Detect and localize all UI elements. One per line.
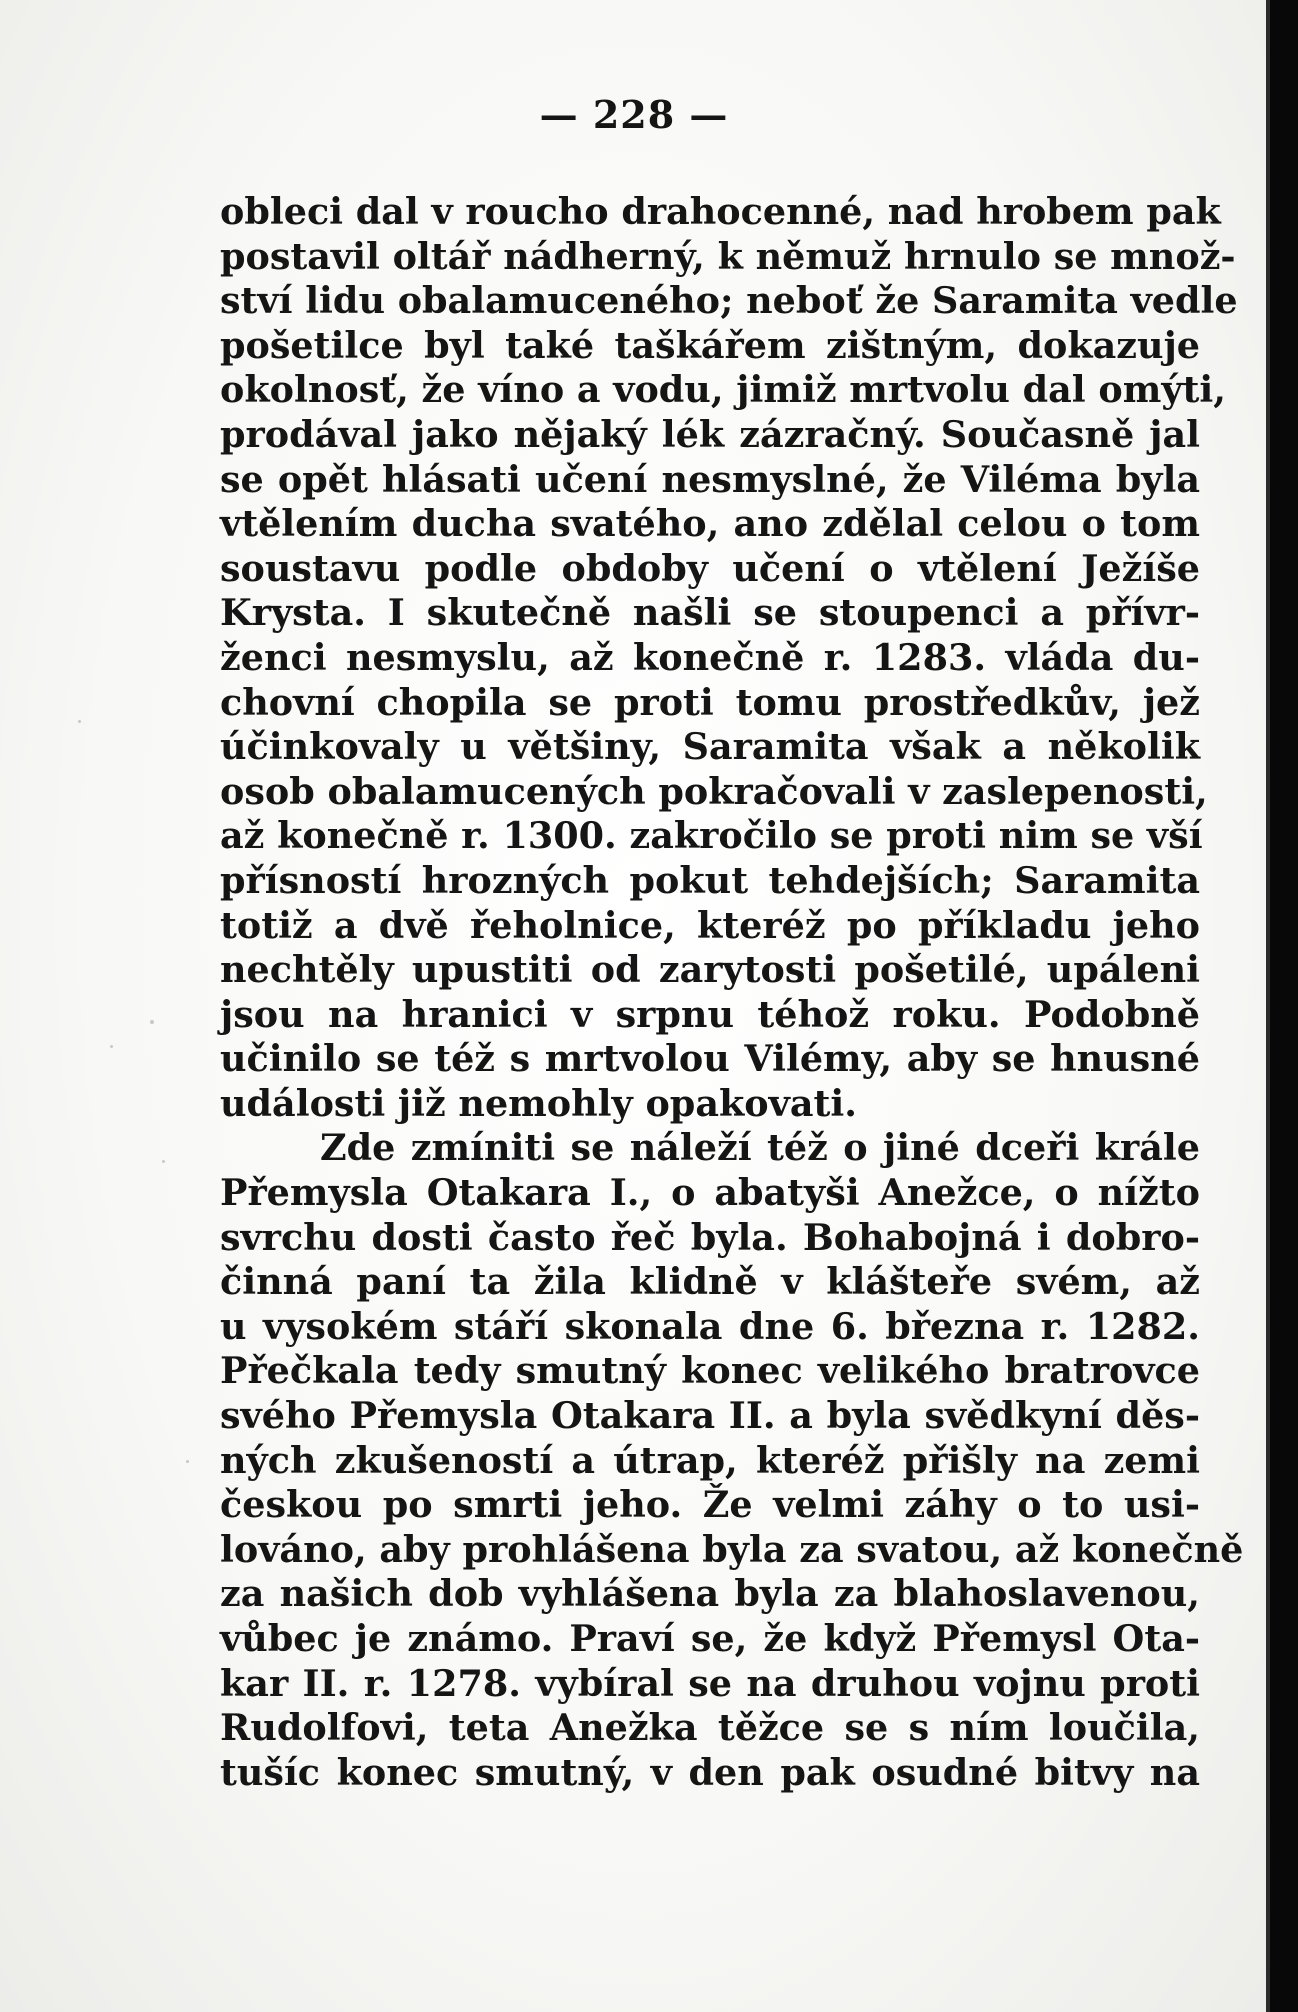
scan-speck bbox=[110, 1045, 113, 1048]
text-line: lováno, aby prohlášena byla za svatou, až konečně bbox=[220, 1527, 1244, 1571]
text-line: osob obalamucených pokračovali v zaslepenosti, bbox=[220, 769, 1208, 813]
text-line: nechtěly upustiti od zarytosti pošetilé, upáleni bbox=[220, 948, 1200, 992]
text-line: totiž a dvě řeholnice, kteréž po příkladu jeho bbox=[220, 903, 1200, 947]
scan-speck bbox=[150, 1020, 154, 1024]
text-line: vtělením ducha svatého, ano zdělal celou o tom bbox=[220, 502, 1200, 546]
text-line: okolnosť, že víno a vodu, jimiž mrtvolu dal omýti, bbox=[220, 368, 1226, 412]
text-line: ženci nesmyslu, až konečně r. 1283. vláda du- bbox=[220, 635, 1200, 679]
text-line-indented: Zde zmíniti se náleží též o jiné dceři krále bbox=[320, 1126, 1200, 1170]
text-line: svrchu dosti často řeč byla. Bohabojná i dobro- bbox=[220, 1215, 1200, 1259]
text-line: události již nemohly opakovati. bbox=[220, 1081, 857, 1125]
scan-speck bbox=[162, 1160, 165, 1163]
text-line: až konečně r. 1300. zakročilo se proti nim se vší bbox=[220, 814, 1203, 858]
text-line: Přemysla Otakara I., o abatyši Anežce, o nížto bbox=[220, 1171, 1200, 1215]
text-line: vůbec je známo. Praví se, že když Přemysl Ota- bbox=[220, 1617, 1200, 1660]
scan-speck bbox=[78, 720, 81, 723]
text-line: chovní chopila se proti tomu prostředkův, jež bbox=[220, 680, 1200, 724]
text-line: postavil oltář nádherný, k němuž hrnulo se množ- bbox=[220, 234, 1236, 278]
body-text bbox=[220, 190, 1244, 1795]
scan-border-shadow bbox=[1266, 0, 1270, 2012]
text-line: pošetilce byl také taškářem zištným, dokazuje bbox=[220, 323, 1200, 367]
text-line: Krysta. I skutečně našli se stoupenci a přívr- bbox=[220, 591, 1200, 635]
text-line: prodával jako nějaký lék zázračný. Současně jal bbox=[220, 412, 1200, 456]
text-line: za našich dob vyhlášena byla za blahoslavenou, bbox=[220, 1572, 1200, 1616]
text-line: učinilo se též s mrtvolou Vilémy, aby se hnusné bbox=[220, 1037, 1200, 1081]
text-line: jsou na hranici v srpnu téhož roku. Podobně bbox=[220, 992, 1200, 1036]
text-line: kar II. r. 1278. vybíral se na druhou vojnu proti bbox=[220, 1661, 1200, 1705]
page-number: — 228 — bbox=[539, 92, 729, 137]
text-line: účinkovaly u většiny, Saramita však a několik bbox=[220, 725, 1200, 769]
text-line: činná paní ta žila klidně v klášteře svém, až bbox=[220, 1260, 1200, 1304]
text-line: u vysokém stáří skonala dne 6. března r. 1282. bbox=[220, 1304, 1200, 1348]
text-line: tušíc konec smutný, v den pak osudné bitvy na bbox=[220, 1750, 1200, 1794]
text-line: se opět hlásati učení nesmyslné, že Viléma byla bbox=[220, 457, 1200, 501]
text-line: Rudolfovi, teta Anežka těžce se s ním loučila, bbox=[220, 1706, 1200, 1750]
text-line: Přečkala tedy smutný konec velikého bratrovce bbox=[220, 1349, 1200, 1393]
scan-border bbox=[1268, 0, 1298, 2012]
text-line: svého Přemysla Otakara II. a byla svědkyní děs- bbox=[220, 1394, 1200, 1438]
text-line: soustavu podle obdoby učení o vtělení Ježíše bbox=[220, 546, 1200, 590]
scan-speck bbox=[186, 1460, 189, 1463]
text-line: přísností hrozných pokut tehdejších; Saramita bbox=[220, 858, 1200, 902]
text-line: ství lidu obalamuceného; neboť že Saramita vedle bbox=[220, 279, 1238, 323]
text-line: ných zkušeností a útrap, kteréž přišly na zemi bbox=[220, 1438, 1200, 1482]
text-line: obleci dal v roucho drahocenné, nad hrobem pak bbox=[220, 190, 1221, 233]
text-line: českou po smrti jeho. Že velmi záhy o to usi- bbox=[220, 1483, 1200, 1527]
